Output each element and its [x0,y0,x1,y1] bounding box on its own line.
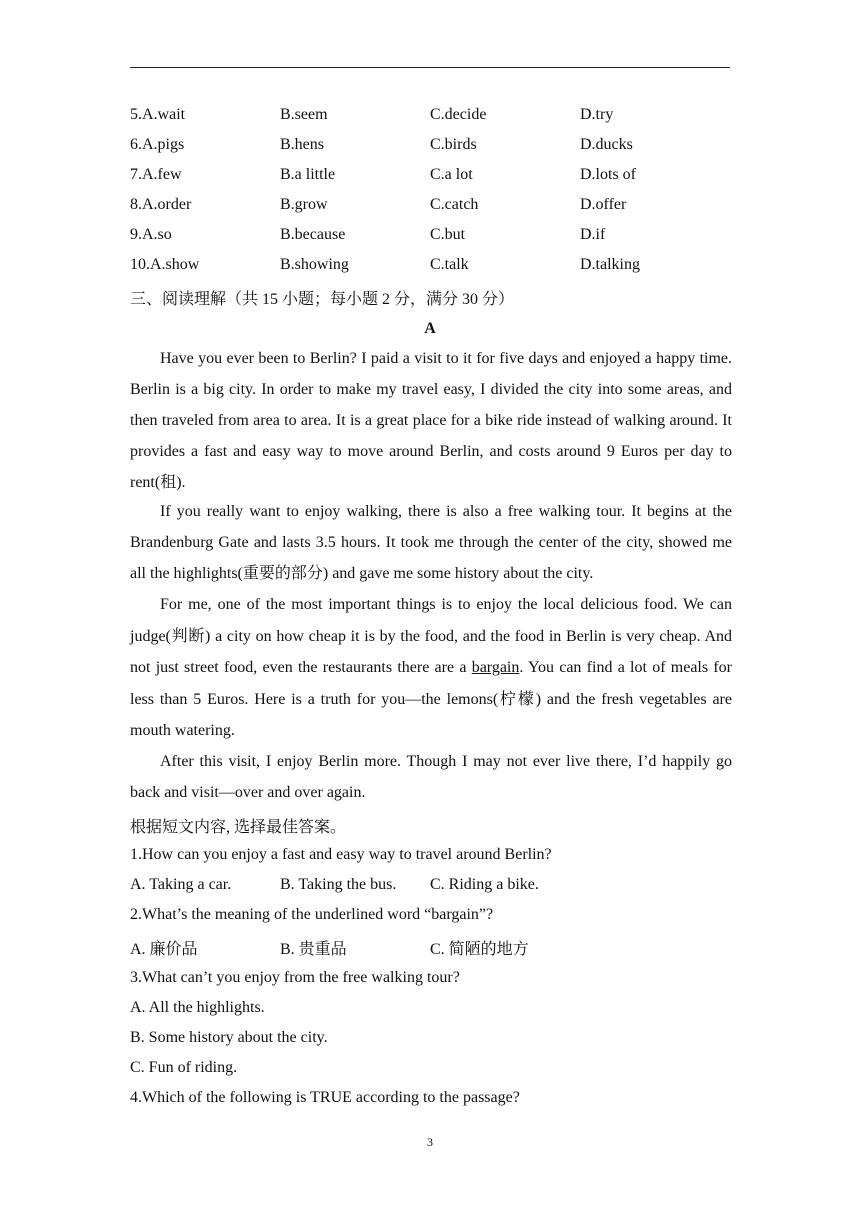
option-c: C.but [430,226,466,243]
question-3-choice-a: A. All the highlights. [130,999,265,1016]
option-row-9 [130,226,750,256]
option-a: 6.A.pigs [130,136,185,153]
option-row-10 [130,256,750,286]
option-a: 9.A.so [130,226,172,243]
option-c: C.birds [430,136,477,153]
question-2-choices [130,936,730,966]
passage-title: A [424,320,436,337]
section-title: 三、阅读理解（共 15 小题；每小题 2 分，满分 30 分） [130,291,515,308]
option-b: B.showing [280,256,349,273]
choice-a: A. Taking a car. [130,876,232,893]
paragraph-4: After this visit, I enjoy Berlin more. Though I may not ever live there, I’d happily go back and visit—over and over again. [130,753,732,801]
underlined-word-bargain: bargain [471,659,520,677]
choice-b: B. Taking the bus. [280,876,397,893]
choice-c: C. Riding a bike. [430,876,539,893]
question-3: 3.What can’t you enjoy from the free walking tour? [130,969,460,986]
question-4: 4.Which of the following is TRUE according to the passage? [130,1089,520,1106]
option-a: 5.A.wait [130,106,186,123]
option-row-8 [130,196,750,226]
option-row-5 [130,106,750,136]
option-d: D.if [580,226,606,243]
paragraph-1: Have you ever been to Berlin? I paid a visit to it for five days and enjoyed a happy time. Berlin is a big city. In order to make my travel easy, I divided the city into some areas, and then traveled from area to area. It is a great place for a bike ride instead of walking around. It provides a fast and easy way to move around Berlin, and costs around 9 Euros per day to rent(租). [130,350,732,491]
paragraph-3-text-before: For me, one of the most important things is to enjoy the local delicious food. We can judge(判断) a city on how cheap it is by the food, and the food in Berlin is very cheap. And not just street food, even the restaurants there are a [130,596,732,677]
choice-a: A. 廉价品 [130,941,198,958]
option-c: C.a lot [430,166,473,183]
paragraph-3-text-after: . You can find a lot of meals for less than 5 Euros. Here is a truth for you—the lemons(柠檬) and the fresh vegetables are mouth watering. [130,659,732,740]
option-b: B.hens [280,136,324,153]
option-d: D.offer [580,196,627,213]
paragraph-3 [130,589,732,747]
header-rule [130,67,730,68]
option-b: B.a little [280,166,336,183]
paragraph-2: If you really want to enjoy walking, there is also a free walking tour. It begins at the Brandenburg Gate and lasts 3.5 hours. It took me through the center of the city, showed me all the highlights(重要的部分) and gave me some history about the city. [130,503,732,582]
question-1-choices [130,876,730,906]
page-number: 3 [427,1135,433,1149]
option-d: D.lots of [580,166,636,183]
option-c: C.decide [430,106,487,123]
option-d: D.ducks [580,136,633,153]
option-a: 8.A.order [130,196,192,213]
choice-b: B. 贵重品 [280,941,347,958]
option-b: B.because [280,226,346,243]
option-c: C.talk [430,256,469,273]
option-row-6 [130,136,750,166]
option-b: B.grow [280,196,328,213]
choice-c: C. 简陋的地方 [430,941,529,958]
question-3-choice-b: B. Some history about the city. [130,1029,328,1046]
option-b: B.seem [280,106,328,123]
question-3-choice-c: C. Fun of riding. [130,1059,238,1076]
question-1: 1.How can you enjoy a fast and easy way to travel around Berlin? [130,846,552,863]
option-d: D.try [580,106,614,123]
option-row-7 [130,166,750,196]
option-a: 10.A.show [130,256,200,273]
option-d: D.talking [580,256,640,273]
instruction: 根据短文内容, 选择最佳答案。 [130,819,347,836]
option-a: 7.A.few [130,166,182,183]
option-c: C.catch [430,196,479,213]
question-2: 2.What’s the meaning of the underlined word “bargain”? [130,906,494,923]
